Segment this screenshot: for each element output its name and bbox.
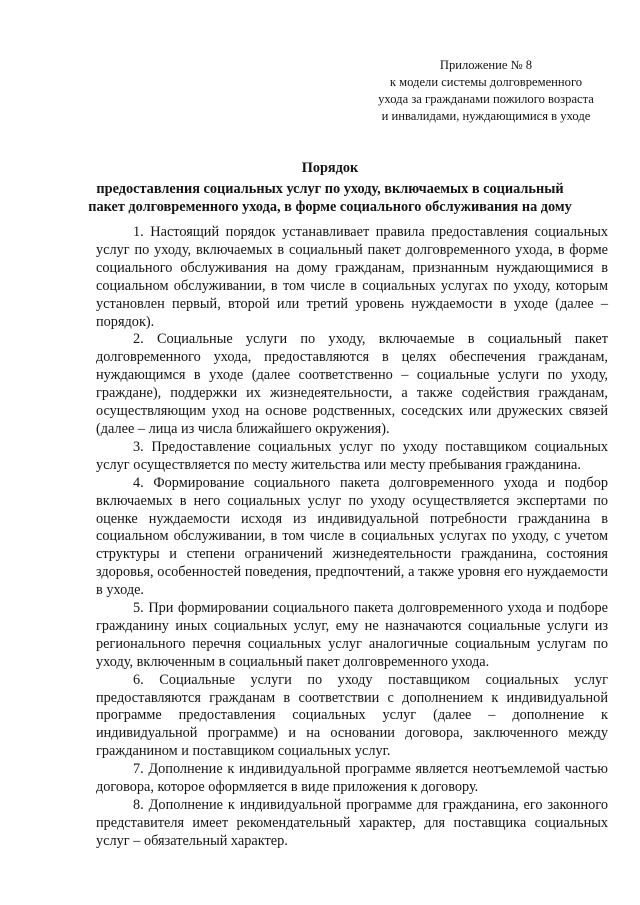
- paragraph-5: 5. При формировании социального пакета долговременного ухода и подборе гражданину иных социальных услуг, ему не назначаются социальные услуги из регионального перечня социальных услуг аналогичные социальным услугам по уходу, включенным в социальный пакет долговременного ухода.: [96, 600, 608, 670]
- document-subtitle-line: предоставления социальных услуг по уходу, включаемых в социальный: [96, 180, 564, 197]
- paragraph-2: 2. Социальные услуги по уходу, включаемые в социальный пакет долговременного ухода, предоставляются в целях обеспечения гражданам, нуждающимся в уходе (далее соответственно – социальные услуги по уходу, граждане), поддержки их жизнедеятельности, а также содействия гражданам, осуществляющим уход на основе родственных, соседских или дружеских связей (далее – лица из числа ближайшего окружения).: [96, 331, 608, 437]
- appendix-number: Приложение № 8: [439, 58, 533, 72]
- paragraph-6: 6. Социальные услуги по уходу поставщиком социальных услуг предоставляются гражданам в соответствии с дополнением к индивидуальной программе предоставления социальных услуг (далее – дополнение к индивидуальной программе) и на основании договора, заключенного между гражданином и поставщиком социальных услуг.: [96, 671, 608, 760]
- appendix-line: и инвалидами, нуждающимися в уходе: [381, 109, 591, 123]
- paragraph-1: 1. Настоящий порядок устанавливает правила предоставления социальных услуг по уходу, включаемых в социальный пакет долговременного ухода, в форме социального обслуживания на дому гражданам, признанным нуждающимися в социальном обслуживании, в том числе в социальных услугах по уходу, которым установлен первый, второй или третий уровень нуждаемости в уходе (далее – порядок).: [96, 224, 608, 330]
- paragraph-4: 4. Формирование социального пакета долговременного ухода и подбор включаемых в него социальных услуг по уходу осуществляется экспертами по оценке нуждаемости исходя из индивидуальной потребности гражданина в социальном обслуживании, в том числе в социальных услугах по уходу, с учетом структуры и степени ограничений жизнедеятельности гражданина, состояния здоровья, особенностей поведения, предпочтений, а также уровня его нуждаемости в уходе.: [96, 474, 608, 599]
- document-body: [96, 224, 608, 851]
- paragraph-3: 3. Предоставление социальных услуг по уходу поставщиком социальных услуг осуществляется по месту жительства или месту пребывания гражданина.: [96, 438, 608, 473]
- paragraph-8: 8. Дополнение к индивидуальной программе для гражданина, его законного представителя имеет рекомендательный характер, для поставщика социальных услуг – обязательный характер.: [96, 797, 608, 849]
- document-subtitle-line: пакет долговременного ухода, в форме социального обслуживания на дому: [88, 199, 572, 215]
- paragraph-7: 7. Дополнение к индивидуальной программе является неотъемлемой частью договора, которое оформляется в виде приложения к договору.: [96, 761, 608, 796]
- document-title: Порядок: [301, 160, 359, 176]
- appendix-line: ухода за гражданами пожилого возраста: [378, 92, 594, 106]
- appendix-line: к модели системы долговременного: [389, 75, 583, 89]
- document-heading: [60, 159, 600, 217]
- appendix-reference: [372, 57, 600, 125]
